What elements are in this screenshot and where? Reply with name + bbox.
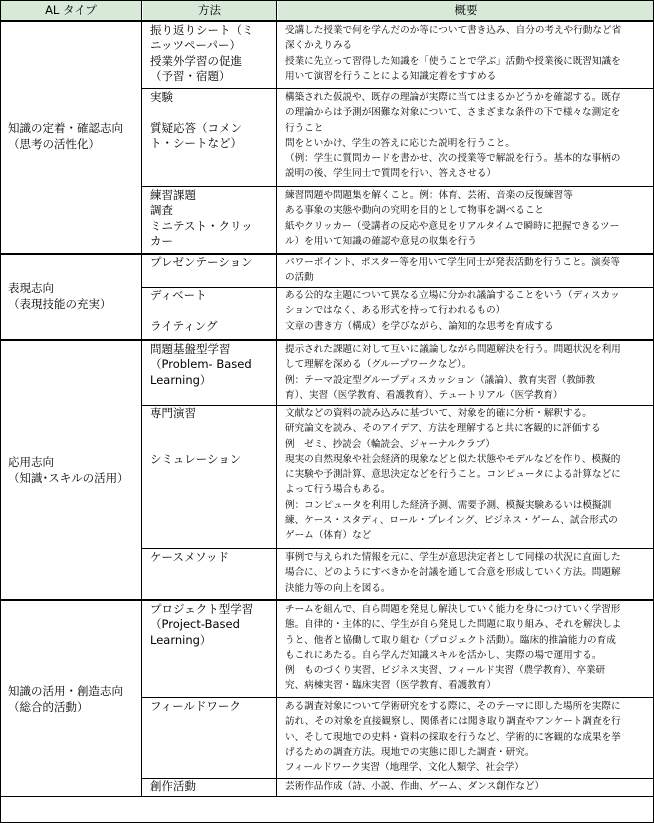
overview-experiment: 構築された仮説や、既存の理論が実際に当てはまるかどうかを確認する。既存 の理論からは予測が困難な対象について、さまざまな条件の下で様々な測定を 行うこと 問をといかけ、学生の答えに応じた説明を行うこと。 （例：学生に質問カードを書かせ、次の授業等で解説を行う。基本的な事柄の 説明の後、学生同士で質問を行い、答えさせる） [285,92,621,180]
column-divider [276,0,277,797]
table-border-left [0,0,1,823]
method-practice: 練習課題 調査 ミニテスト・クリッ カー [150,188,253,248]
method-debate: ディベート ライティング [150,288,218,333]
category-divider [0,339,654,341]
row-divider [141,405,654,406]
column-divider [141,0,142,797]
method-reflection-sheet: 振り返りシート（ミ ニッツペーパー） 授業外学習の促進 （予習・宿題） [150,23,254,83]
category-divider [0,253,654,255]
header-divider [0,20,654,22]
method-case-method: ケースメソッド [150,550,230,564]
row-divider [141,697,654,698]
overview-practice: 練習問題や問題集を解くこと。例：体育、芸術、音楽の反復練習等 ある事象の実態や動向の究明を目的として物事を調べること 紙やクリッカー（受講者の反応や意見をリアルタイムで瞬時に把握できるツー ル）を用いて知識の確認や意見の収集を行う [285,190,620,247]
overview-case-method: 事例で与えられた情報を元に、学生が意思決定者として同様の状況に直面した 場合に、どのようにすべきかを討議を通して合意を形成していく方法。問題解 決能力等の向上を図る。 [285,552,621,594]
category-application: 応用志向 （知識･スキルの活用） [8,455,129,485]
table-border-top [0,0,654,1]
row-divider [141,778,654,779]
overview-reflection-sheet: 受講した授業で何を学んだのか等について書き込み、自分の考えや行動など省 深くかえりみる 授業に先立って習得した知識を「使うことで学ぶ」活動や授業後に既習知識を 用いて演習を行うことによる知識定着をすすめる [285,25,622,82]
method-creative-activity: 創作活動 [150,779,196,793]
header-al-type: AL タイプ [1,1,141,20]
row-divider [0,796,654,797]
overview-fieldwork: ある調査対象について学術研究をする際に、そのテーマに即した場所を実際に 訪れ、その対象を直接観察し、関係者には聞き取り調査やアンケート調査を行 い、そして現地での史料・資料の採取を行うなど、学術的に客観的な成果を挙 げるための調査方法。現地での実態に即した調査・研究。 フィールドワーク実習（地理学、文化人類学、社会学） [285,701,621,774]
overview-problem-based-learning: 提示された課題に対して互いに議論しながら問題解決を行う。問題状況を利用 して理解を深める（グループワークなど）。 例：テーマ設定型グループディスカッション（議論）、教育実習（教師教 育）、実習（医学教育、看護教育）、テュートリアル（医学教育） [285,344,621,401]
row-divider [141,548,654,549]
header-method: 方法 [143,1,276,20]
method-project-based-learning: プロジェクト型学習 （Project-Based Learning） [150,602,254,647]
header-overview: 概要 [278,1,654,20]
method-problem-based-learning: 問題基盤型学習 （Problem- Based Learning） [150,342,252,387]
method-experiment: 実験 質疑応答（コメン ト・シートなど） [150,90,242,150]
overview-presentation: パワーポイント、ポスター等を用いて学生同士が発表活動を行うこと。演奏等 の活動 [285,257,620,284]
overview-debate: ある公的な主題について異なる立場に分かれ議論することをいう（ディスカッ ションではなく、ある形式を持って行われるもの） 文章の書き方（構成）を学びながら、論知的な思考を育成する [285,290,620,332]
row-divider [141,287,654,288]
method-seminar-simulation: 専門演習 シミュレーション [150,406,242,466]
category-knowledge-creation: 知識の活用・創造志向 （総合的活動） [8,684,123,714]
overview-creative-activity: 芸術作品作成（詩、小説、作曲、ゲーム、ダンス創作など） [285,781,545,792]
category-divider [0,599,654,601]
method-fieldwork: フィールドワーク [150,699,241,713]
category-knowledge-retention: 知識の定着・確認志向 （思考の活性化） [8,121,123,151]
row-divider [141,186,654,187]
overview-project-based-learning: チームを組んで、自ら問題を発見し解決していく能力を身につけていく学習形 態。自律的・主体的に、学生が自ら発見した問題に取り組み、それを解決しよ うと、他者と協働して取り組む（プロジェクト活動）。臨床的推論能力の育成 もこれにあたる。自ら学んだ知識スキルを活かし、実際の場で運用する。 例 ものづくり実習、ビジネス実習、フィールド実習（農学教育）、卒業研 究、病棟実習・臨床実習（医学教育、看護教育） [285,604,622,692]
method-presentation: プレゼンテーション [150,255,253,269]
overview-seminar-simulation: 文献などの資料の読み込みに基づいて、対象を的確に分析・解釈する。 研究論文を読み、そのアイデア、方法を理解すると共に客観的に評価する 例 ゼミ、抄読会（輪読会、ジャーナルクラブ） 現実の自然現象や社会経済的現象などと似た状態やモデルなどを作り、模擬的 に実験や予測計算、意思決定などを行うこと。コンピュータによる計算などに よって行う場合もある。 例：コンピュータを利用した経済予測、需要予測、模擬実験あるいは模擬訓 練、ケース・スタディ、ロール・プレイング、ビジネス・ゲーム、試合形式の ゲーム（体育）など [285,408,621,542]
category-expression: 表現志向 （表現技能の充実） [8,281,112,311]
row-divider [141,88,654,89]
